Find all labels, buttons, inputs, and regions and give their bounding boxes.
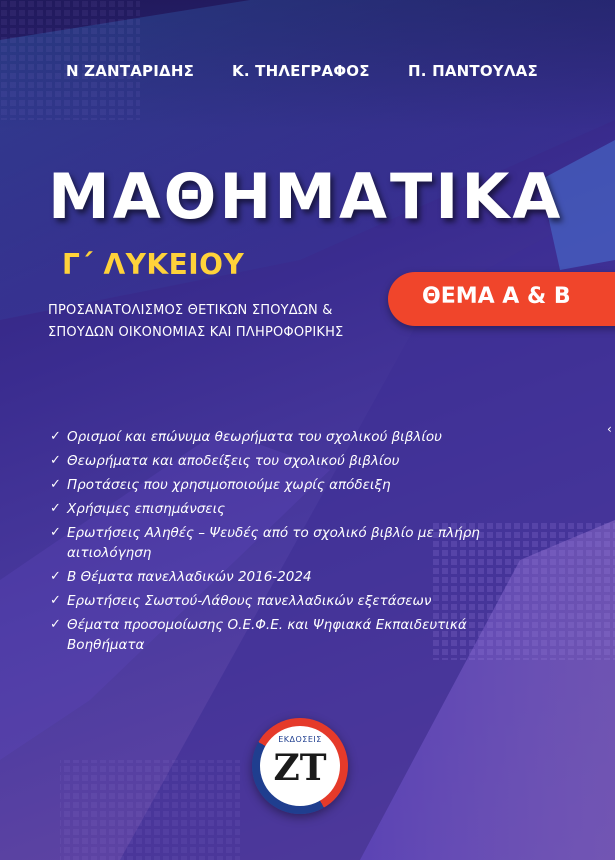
author-name: Ν ΖΑΝΤΑΡΙΔΗΣ: [66, 62, 195, 80]
check-icon: ✓: [50, 569, 61, 584]
feature-text: Β Θέματα πανελλαδικών 2016-2024: [67, 569, 312, 585]
check-icon: ✓: [50, 525, 61, 540]
authors: [0, 62, 615, 86]
feature-item: [50, 615, 520, 655]
publisher-logo-text: ΖΤ: [273, 747, 327, 789]
publisher-logo: [252, 718, 348, 814]
author-name: Κ. ΤΗΛΕΓΡΑΦΟΣ: [232, 62, 370, 80]
theme-badge-label: ΘΕΜΑ Α & Β: [422, 284, 571, 309]
feature-text: Χρήσιμες επισημάνσεις: [67, 501, 226, 517]
check-icon: ✓: [50, 453, 61, 468]
check-icon: ✓: [50, 501, 61, 516]
check-icon: ✓: [50, 429, 61, 444]
book-subtitle: Γ΄ ΛΥΚΕΙΟΥ: [62, 248, 245, 281]
orientation-line: ΠΡΟΣΑΝΑΤΟΛΙΣΜΟΣ ΘΕΤΙΚΩΝ ΣΠΟΥΔΩΝ &: [48, 303, 333, 318]
feature-item: [50, 523, 520, 563]
check-icon: ✓: [50, 593, 61, 608]
theme-badge: [388, 272, 615, 326]
feature-item: [50, 591, 520, 611]
feature-text: Ερωτήσεις Αληθές – Ψευδές από το σχολικό βιβλίο με πλήρη αιτιολόγηση: [67, 525, 480, 561]
feature-item: [50, 499, 520, 519]
check-icon: ✓: [50, 617, 61, 632]
feature-text: Ερωτήσεις Σωστού-Λάθους πανελλαδικών εξετάσεων: [67, 593, 432, 609]
publisher-label: ΕΚΔΟΣΕΙΣ: [278, 735, 322, 744]
orientation-line: ΣΠΟΥΔΩΝ ΟΙΚΟΝΟΜΙΑΣ ΚΑΙ ΠΛΗΡΟΦΟΡΙΚΗΣ: [48, 325, 344, 340]
feature-text: Θεωρήματα και αποδείξεις του σχολικού βιβλίου: [67, 453, 400, 469]
book-title: ΜΑΘΗΜΑΤΙΚΑ: [48, 160, 564, 233]
feature-text: Θέματα προσομοίωσης Ο.Ε.Φ.Ε. και Ψηφιακά Εκπαιδευτικά Βοηθήματα: [67, 617, 467, 653]
check-icon: ✓: [50, 477, 61, 492]
feature-item: [50, 475, 520, 495]
author-name: Π. ΠΑΝΤΟΥΛΑΣ: [408, 62, 538, 80]
orientation-text: [48, 300, 343, 344]
edge-glyph: ‹: [607, 422, 612, 436]
feature-text: Προτάσεις που χρησιμοποιούμε χωρίς απόδειξη: [67, 477, 391, 493]
feature-item: [50, 451, 520, 471]
features-list: [50, 427, 520, 659]
feature-item: [50, 427, 520, 447]
feature-text: Ορισμοί και επώνυμα θεωρήματα του σχολικού βιβλίου: [67, 429, 442, 445]
feature-item: [50, 567, 520, 587]
